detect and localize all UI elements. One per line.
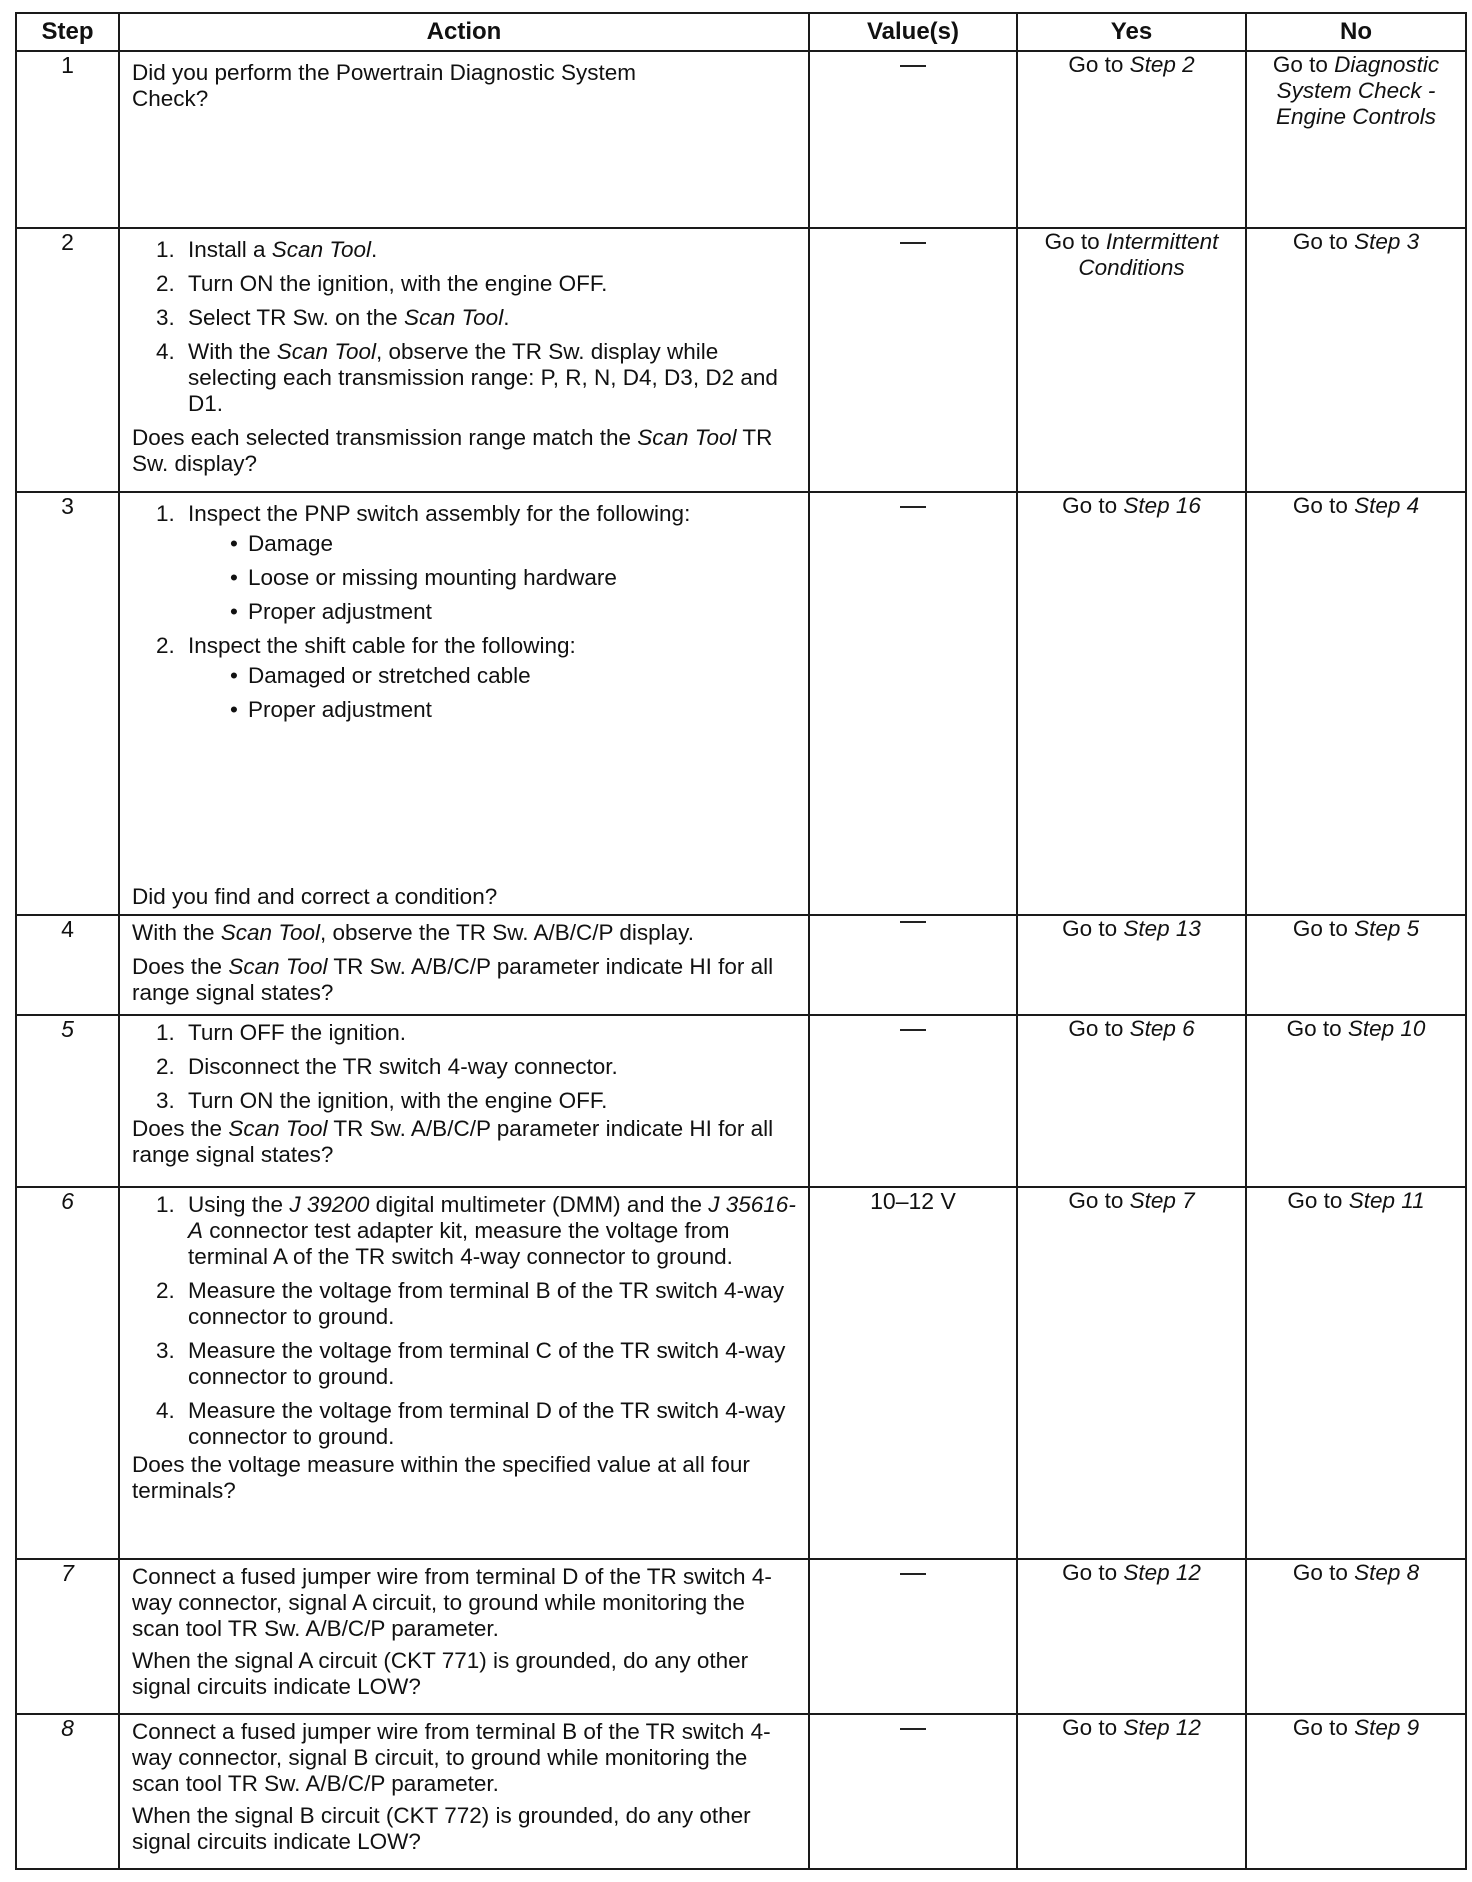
table-row <box>16 1714 1466 1869</box>
action-question: Does the voltage measure within the specified value at all four terminals? <box>132 1452 750 1503</box>
value-cell <box>809 1714 1017 1869</box>
no-prefix: Go to <box>1286 1016 1348 1041</box>
value-dash <box>900 1728 926 1730</box>
bullet-item: • Loose or missing mounting hardware <box>228 565 796 591</box>
action-item: 3. Turn ON the ignition, with the engine OFF. <box>156 1088 608 1113</box>
step-number: 6 <box>16 1187 119 1559</box>
action-cell <box>119 1559 809 1714</box>
value-cell <box>809 492 1017 915</box>
value-cell <box>809 51 1017 228</box>
header-values: Value(s) <box>809 13 1017 51</box>
value-text: 10–12 V <box>870 1188 956 1214</box>
action-item: 2. Inspect the shift cable for the following: • Damaged or stretched cable • Proper adjustment <box>152 633 796 723</box>
bullet-item: • Damage <box>228 531 796 557</box>
header-no: No <box>1246 13 1466 51</box>
yes-prefix: Go to <box>1044 229 1106 254</box>
header-step: Step <box>16 13 119 51</box>
value-cell <box>809 228 1017 492</box>
action-cell <box>119 492 809 915</box>
value-cell <box>809 1187 1017 1559</box>
no-link[interactable]: Step 8 <box>1354 1560 1420 1585</box>
action-cell <box>119 228 809 492</box>
yes-cell[interactable] <box>1017 228 1246 492</box>
no-prefix: Go to <box>1292 1560 1355 1585</box>
action-item: 2. Turn ON the ignition, with the engine OFF. <box>156 271 608 296</box>
action-question: Does each selected transmission range match the Scan Tool TR Sw. display? <box>132 425 773 476</box>
no-link[interactable]: Step 11 <box>1348 1188 1425 1213</box>
header-row <box>16 13 1466 51</box>
table-row <box>16 492 1466 915</box>
step-number: 3 <box>16 492 119 915</box>
no-link[interactable]: Step 10 <box>1347 1016 1426 1041</box>
yes-cell[interactable] <box>1017 1714 1246 1869</box>
step-number: 8 <box>16 1714 119 1869</box>
no-prefix: Go to <box>1292 493 1355 518</box>
yes-link[interactable]: Step 16 <box>1123 493 1201 518</box>
bullet-item: • Damaged or stretched cable <box>228 663 796 689</box>
value-cell <box>809 915 1017 1015</box>
bullet-item: • Proper adjustment <box>228 697 796 723</box>
no-cell[interactable] <box>1246 1714 1466 1869</box>
action-item: 3. Measure the voltage from terminal C of the TR switch 4-way connector to ground. <box>156 1338 786 1389</box>
step-number: 4 <box>16 915 119 1015</box>
no-link[interactable]: Step 3 <box>1354 229 1420 254</box>
diagnostic-table <box>15 12 1467 1870</box>
yes-cell[interactable] <box>1017 1559 1246 1714</box>
no-prefix: Go to <box>1272 52 1335 77</box>
action-cell <box>119 915 809 1015</box>
value-dash <box>900 506 926 508</box>
action-item: 3. Select TR Sw. on the Scan Tool. <box>156 305 510 330</box>
no-link[interactable]: Step 5 <box>1354 916 1420 941</box>
no-prefix: Go to <box>1292 229 1355 254</box>
no-cell[interactable] <box>1246 1559 1466 1714</box>
action-cell <box>119 51 809 228</box>
yes-link[interactable]: Step 2 <box>1129 52 1195 77</box>
yes-link[interactable]: Step 6 <box>1129 1016 1195 1041</box>
action-question: Does the Scan Tool TR Sw. A/B/C/P parameter indicate HI for all range signal states? <box>132 954 774 1005</box>
yes-prefix: Go to <box>1062 916 1124 941</box>
action-text: With the Scan Tool, observe the TR Sw. A/B/C/P display. <box>132 920 694 945</box>
action-item: 2. Measure the voltage from terminal B of the TR switch 4-way connector to ground. <box>156 1278 785 1329</box>
no-link[interactable]: Diagnostic <box>1334 52 1440 77</box>
action-item: 1. Inspect the PNP switch assembly for the following: • Damage • Loose or missing mounting hardware • Proper adjustment <box>152 501 796 625</box>
action-cell <box>119 1187 809 1559</box>
action-cell <box>119 1714 809 1869</box>
no-prefix: Go to <box>1292 1715 1355 1740</box>
action-item: 1. Using the J 39200 digital multimeter (DMM) and the J 35616-A connector test adapter kit, measure the voltage from terminal A of the TR switch 4-way connector to ground. <box>156 1192 796 1269</box>
table-row <box>16 1015 1466 1187</box>
no-cell[interactable] <box>1246 228 1466 492</box>
table-row <box>16 1187 1466 1559</box>
no-link[interactable]: Engine Controls <box>1275 104 1437 129</box>
no-link[interactable]: System Check - <box>1276 78 1436 103</box>
action-item: 1. Turn OFF the ignition. <box>156 1020 407 1045</box>
step-number: 5 <box>16 1015 119 1187</box>
step-number: 1 <box>16 51 119 228</box>
yes-cell[interactable] <box>1017 51 1246 228</box>
table-row <box>16 915 1466 1015</box>
bullet-item: • Proper adjustment <box>228 599 796 625</box>
table-row <box>16 228 1466 492</box>
no-link[interactable]: Step 4 <box>1354 493 1420 518</box>
action-text: Did you perform the Powertrain Diagnostic System Check? <box>132 60 636 111</box>
yes-link[interactable]: Step 7 <box>1129 1188 1195 1213</box>
yes-link[interactable]: Intermittent Conditions <box>1078 229 1219 280</box>
yes-link[interactable]: Step 13 <box>1123 916 1201 941</box>
action-item: 4. With the Scan Tool, observe the TR Sw. display while selecting each transmission range: P, R, N, D4, D3, D2 and D1. <box>156 339 778 416</box>
no-cell[interactable] <box>1246 492 1466 915</box>
no-link[interactable]: Step 9 <box>1354 1715 1420 1740</box>
value-dash <box>900 1029 926 1031</box>
yes-link[interactable]: Step 12 <box>1123 1715 1201 1740</box>
no-prefix: Go to <box>1287 1188 1349 1213</box>
value-dash <box>900 1573 926 1575</box>
no-cell[interactable] <box>1246 51 1466 228</box>
action-item: 4. Measure the voltage from terminal D of the TR switch 4-way connector to ground. <box>156 1398 786 1449</box>
no-cell[interactable] <box>1246 1015 1466 1187</box>
yes-prefix: Go to <box>1062 1560 1124 1585</box>
yes-prefix: Go to <box>1068 1188 1130 1213</box>
value-cell <box>809 1559 1017 1714</box>
value-dash <box>900 921 926 923</box>
action-question: Does the Scan Tool TR Sw. A/B/C/P parameter indicate HI for all range signal states? <box>132 1116 774 1167</box>
action-item: 1. Install a Scan Tool. <box>156 237 378 262</box>
action-cell <box>119 1015 809 1187</box>
step-number: 7 <box>16 1559 119 1714</box>
step-number: 2 <box>16 228 119 492</box>
yes-cell[interactable] <box>1017 915 1246 1015</box>
value-dash <box>900 242 926 244</box>
yes-prefix: Go to <box>1062 1715 1124 1740</box>
header-action: Action <box>119 13 809 51</box>
action-text: Connect a fused jumper wire from terminal B of the TR switch 4-way connector, signal B circuit, to ground while monitoring the scan tool TR Sw. A/B/C/P parameter. <box>132 1719 771 1796</box>
yes-link[interactable]: Step 12 <box>1123 1560 1201 1585</box>
action-item: 2. Disconnect the TR switch 4-way connector. <box>156 1054 618 1079</box>
value-cell <box>809 1015 1017 1187</box>
yes-cell[interactable] <box>1017 492 1246 915</box>
no-cell[interactable] <box>1246 1187 1466 1559</box>
yes-cell[interactable] <box>1017 1187 1246 1559</box>
action-text: Connect a fused jumper wire from terminal D of the TR switch 4-way connector, signal A circuit, to ground while monitoring the scan tool TR Sw. A/B/C/P parameter. <box>132 1564 772 1641</box>
action-question: Did you find and correct a condition? <box>132 884 498 909</box>
no-prefix: Go to <box>1292 916 1355 941</box>
action-question: When the signal A circuit (CKT 771) is grounded, do any other signal circuits indicate LOW? <box>132 1648 749 1699</box>
yes-prefix: Go to <box>1068 1016 1130 1041</box>
table-row <box>16 1559 1466 1714</box>
table-row <box>16 51 1466 228</box>
yes-cell[interactable] <box>1017 1015 1246 1187</box>
yes-prefix: Go to <box>1068 52 1130 77</box>
yes-prefix: Go to <box>1062 493 1124 518</box>
value-dash <box>900 65 926 67</box>
header-yes: Yes <box>1017 13 1246 51</box>
action-question: When the signal B circuit (CKT 772) is grounded, do any other signal circuits indicate LOW? <box>132 1803 751 1854</box>
no-cell[interactable] <box>1246 915 1466 1015</box>
